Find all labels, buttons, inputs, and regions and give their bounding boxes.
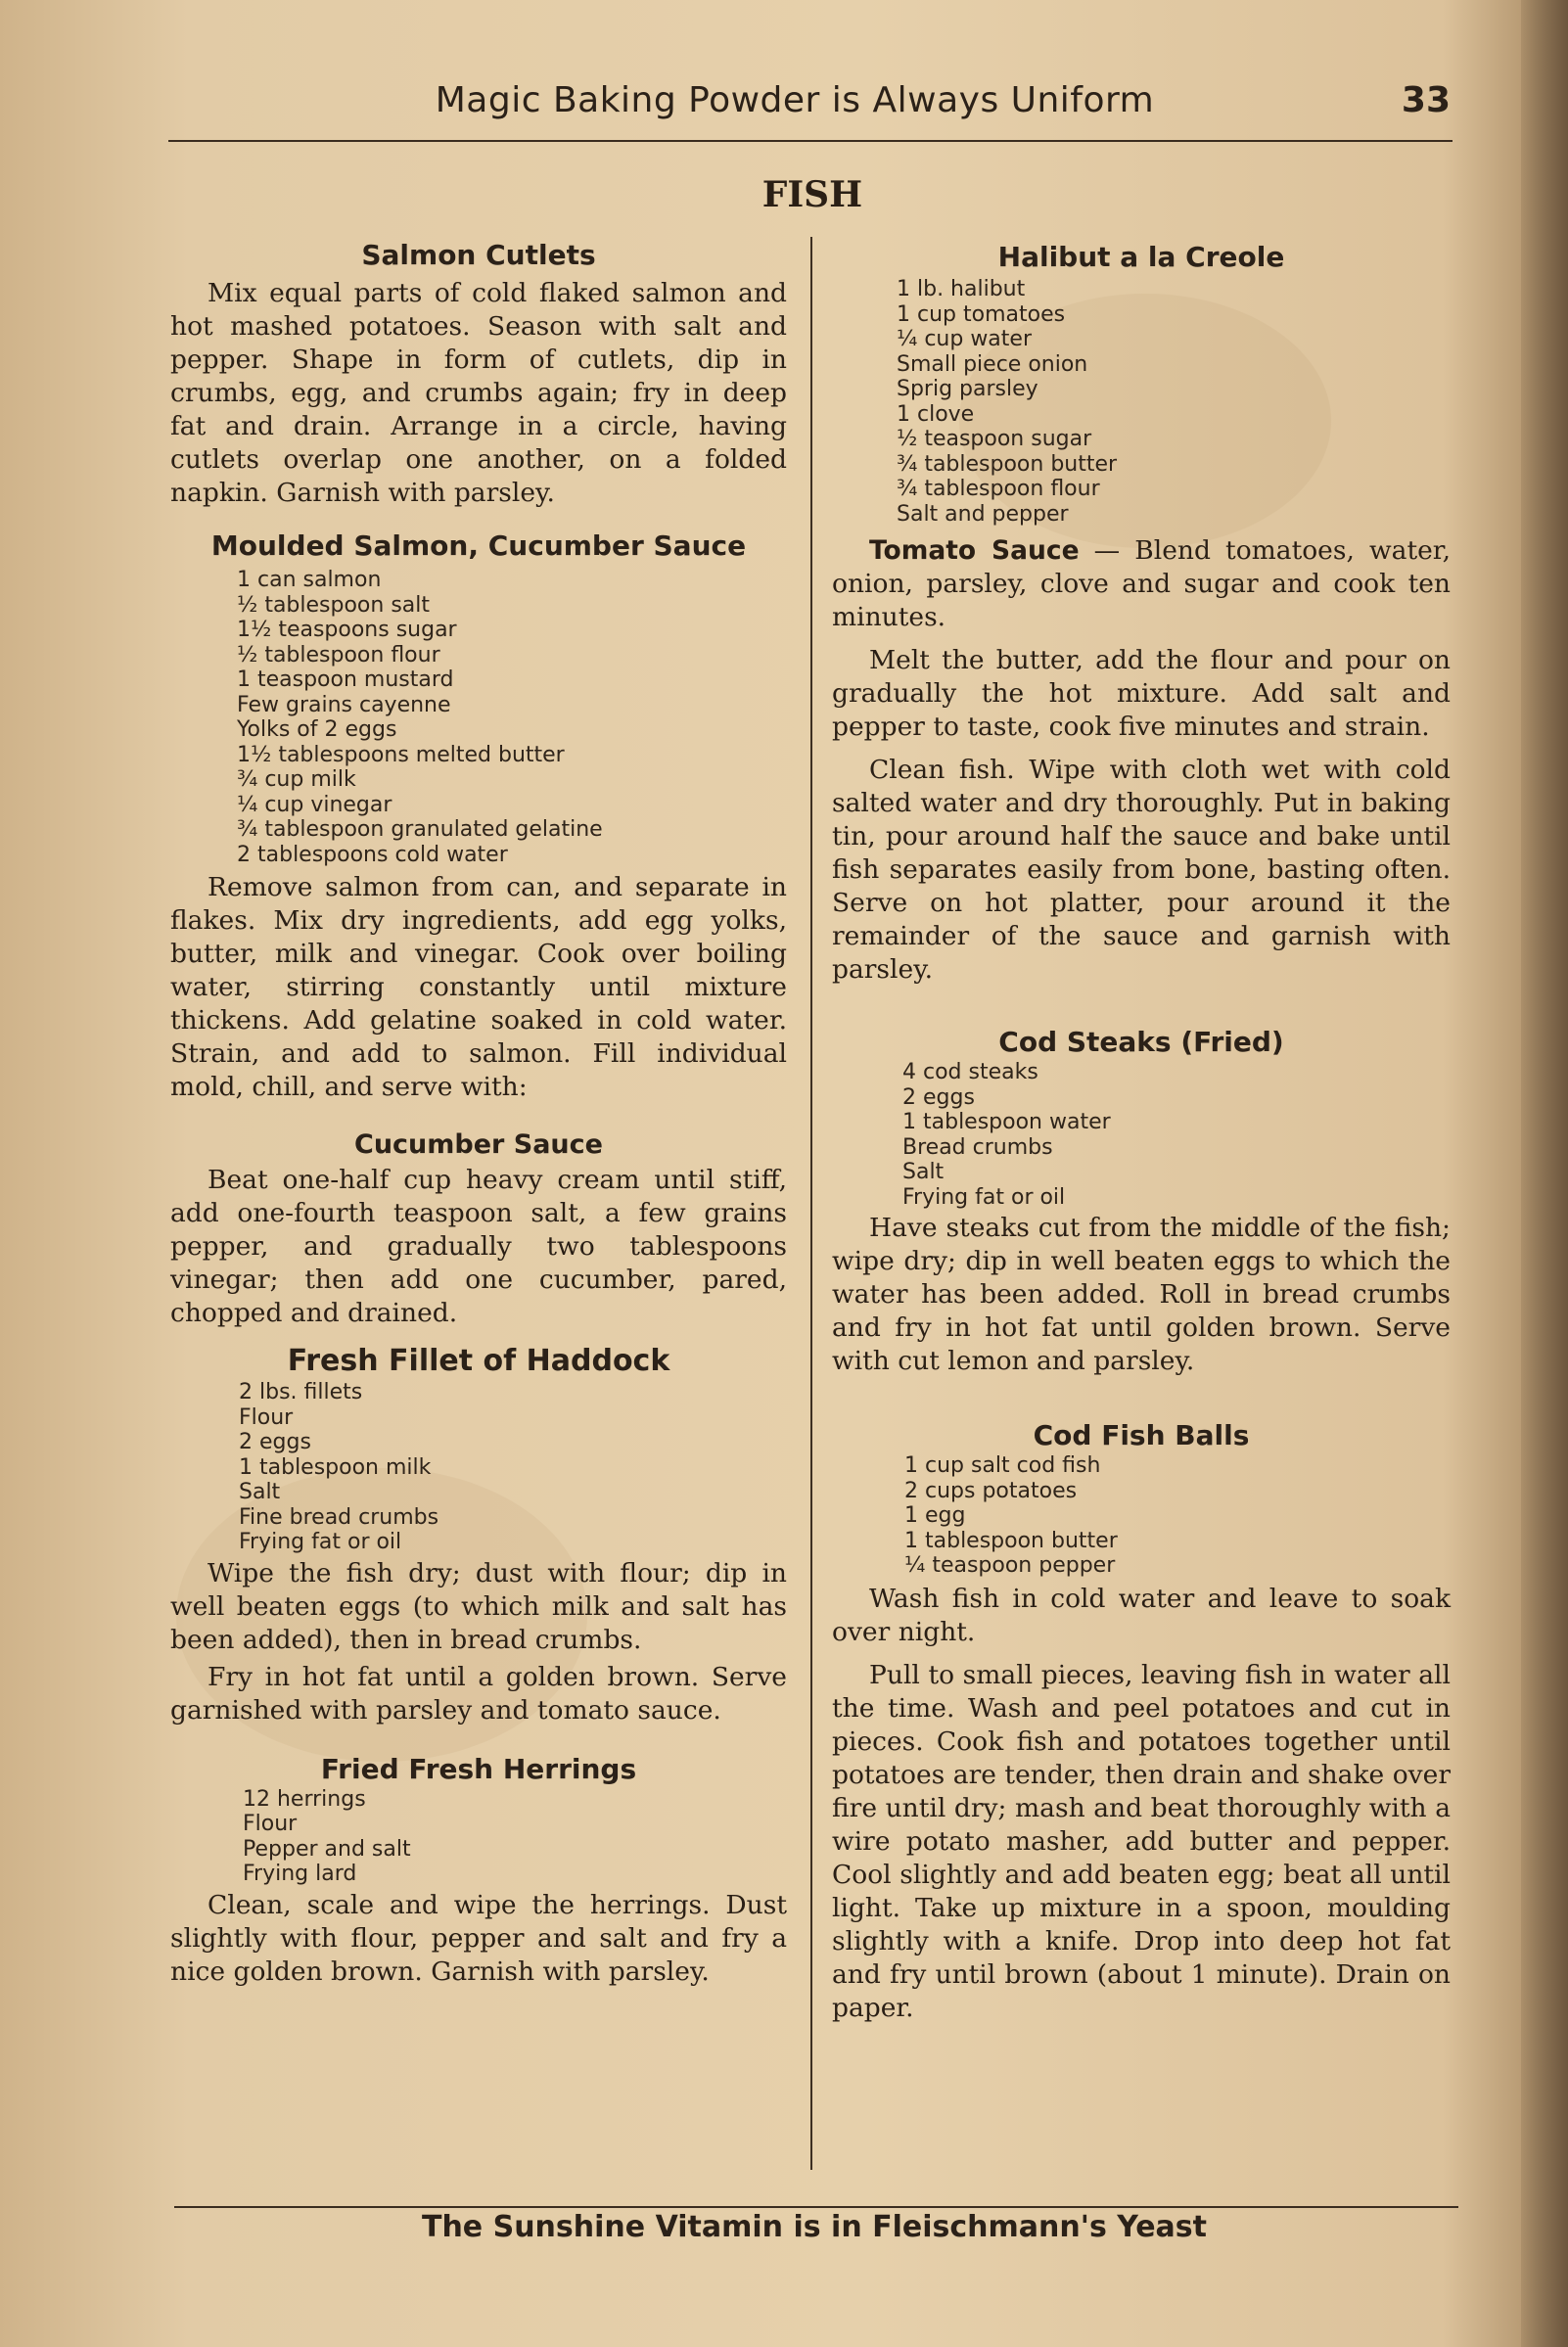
ingredient-item: Frying fat or oil [239, 1530, 402, 1554]
ingredient-list [170, 568, 787, 867]
recipe-haddock [170, 1344, 787, 1727]
ingredient-item: ¾ tablespoon butter [897, 451, 1118, 477]
recipe-salmon-cutlets [170, 239, 787, 510]
ingredient-item: 1 teaspoon mustard [237, 667, 454, 692]
ingredient-item: Flour [239, 1404, 294, 1430]
tomato-sauce-label: Tomato Sauce [869, 535, 1080, 566]
footer-rule [174, 2206, 1458, 2208]
ingredient-item: 2 tablespoons cold water [237, 842, 508, 867]
recipe-title: Cod Steaks (Fried) [998, 1026, 1284, 1058]
ingredient-list [170, 1380, 787, 1555]
recipe-cod-steaks [832, 1026, 1451, 1378]
recipe-title: Moulded Salmon, Cucumber Sauce [210, 529, 747, 562]
ingredient-item: ¼ cup water [897, 327, 1032, 351]
ingredient-item: ½ tablespoon salt [237, 592, 431, 618]
ingredient-item: 1 tablespoon butter [904, 1528, 1118, 1553]
ingredient-item: ¼ teaspoon pepper [904, 1553, 1116, 1578]
ingredient-item: 12 herrings [243, 1786, 366, 1812]
left-column [170, 235, 787, 1989]
header-title: Magic Baking Powder is Always Uniform [435, 80, 1155, 120]
recipe-directions: Clean, scale and wipe the herrings. Dust slightly with flour, pepper and salt and fry a nice golden brown. Garnish with parsley. [170, 1889, 787, 1987]
recipe-title: Fresh Fillet of Haddock [287, 1344, 670, 1378]
ingredient-item: ¼ cup vinegar [237, 792, 392, 817]
ingredient-item: ½ teaspoon sugar [897, 427, 1092, 451]
ingredient-item: 1 tablespoon milk [239, 1454, 432, 1480]
ingredient-item: ½ tablespoon flour [237, 642, 440, 667]
ingredient-item: 1 cup tomatoes [897, 301, 1066, 327]
ingredient-list [832, 1453, 1451, 1579]
recipe-cucumber-sauce [170, 1129, 787, 1330]
ingredient-item: 1 lb. halibut [897, 277, 1026, 301]
ingredient-item: 4 cod steaks [902, 1060, 1038, 1084]
recipe-directions: Pull to small pieces, leaving fish in water all the time. Wash and peel potatoes and cut in pieces. Cook fish and potatoes together until potatoes are tender, then drain and shake over fire until dry; mash and beat thoroughly with a wire potato masher, add butter and pepper. Cool slightly and add beaten egg; beat all until light. Take up mixture in a spoon, moulding slightly with a knife. Drop into deep hot fat and fry until brown (about 1 minute). Drain on paper. [832, 1659, 1451, 2023]
ingredient-item: 1 cup salt cod fish [904, 1453, 1101, 1478]
page-spine-shadow [1521, 0, 1568, 2347]
ingredient-item: Yolks of 2 eggs [237, 717, 397, 742]
ingredient-list [832, 277, 1451, 527]
ingredient-item: 1 clove [897, 401, 975, 427]
ingredient-item: ¾ tablespoon granulated gelatine [237, 817, 603, 842]
right-column [832, 235, 1451, 2025]
footer-text: The Sunshine Vitamin is in Fleischmann's Yeast [421, 2210, 1208, 2244]
recipe-cod-fish-balls [832, 1419, 1451, 2025]
ingredient-item: Pepper and salt [243, 1836, 411, 1862]
ingredient-item: Flour [243, 1812, 298, 1836]
recipe-directions: Wash fish in cold water and leave to soak over night. [832, 1583, 1451, 1647]
page-number: 33 [1401, 80, 1451, 120]
header-rule [168, 140, 1453, 142]
recipe-directions: Clean fish. Wipe with cloth wet with cold salted water and dry thoroughly. Put in baking tin, pour around half the sauce and bake until fish separates easily from bone, basting often. Serve on hot platter, pour around it the remainder of the sauce and garnish with parsley. [832, 755, 1451, 985]
ingredient-item: 1½ tablespoons melted butter [237, 742, 565, 767]
ingredient-item: Frying fat or oil [902, 1184, 1066, 1210]
recipe-title: Cucumber Sauce [354, 1129, 603, 1160]
recipe-title: Fried Fresh Herrings [320, 1752, 637, 1785]
tomato-sauce-text: — Blend tomatoes, water, onion, parsley, clove and sugar and cook ten minutes. [832, 535, 1451, 632]
ingredient-item: Salt and pepper [897, 501, 1069, 527]
recipe-title: Halibut a la Creole [997, 241, 1285, 273]
ingredient-item: 1 tablespoon water [902, 1110, 1111, 1134]
ingredient-item: Bread crumbs [902, 1134, 1053, 1160]
recipe-herrings [170, 1753, 787, 1989]
recipe-directions: Have steaks cut from the middle of the fish; wipe dry; dip in well beaten eggs to which the water has been added. Roll in bread crumbs and fry in hot fat until golden brown. Serve with cut lemon and parsley. [832, 1213, 1451, 1376]
ingredient-item: Salt [239, 1480, 281, 1504]
ingredient-item: Few grains cayenne [237, 692, 451, 717]
ingredient-item: 1 egg [904, 1503, 966, 1528]
ingredient-item: 2 eggs [902, 1084, 975, 1110]
section-title: FISH [761, 174, 863, 215]
running-header [168, 80, 1451, 139]
ingredient-item: 2 cups potatoes [904, 1478, 1078, 1503]
recipe-moulded-salmon [170, 529, 787, 1104]
ingredient-item: 2 eggs [239, 1430, 311, 1454]
ingredient-item: 1½ teaspoons sugar [237, 618, 457, 642]
recipe-directions: Beat one-half cup heavy cream until stiff, add one-fourth teaspoon salt, a few grains pepper, and gradually two tablespoons vinegar; then add one cucumber, pared, chopped and drained. [170, 1165, 787, 1328]
ingredient-item: 2 lbs. fillets [239, 1380, 363, 1404]
ingredient-list [170, 1787, 787, 1887]
ingredient-item: ¾ cup milk [237, 767, 356, 792]
ingredient-item: Frying lard [243, 1862, 357, 1886]
recipe-directions: Mix equal parts of cold flaked salmon and hot mashed potatoes. Season with salt and pepper. Shape in form of cutlets, dip in crumbs, egg, and crumbs again; fry in deep fat and drain. Arrange in a circle, having cutlets overlap one another, on a folded napkin. Garnish with parsley. [170, 278, 787, 508]
ingredient-item: Fine bread crumbs [239, 1504, 439, 1530]
ingredient-item: Small piece onion [897, 351, 1088, 377]
recipe-title: Cod Fish Balls [1033, 1419, 1250, 1451]
recipe-directions: Remove salmon from can, and separate in flakes. Mix dry ingredients, add egg yolks, butter, milk and vinegar. Cook over boiling water, stirring constantly until mixture thickens. Add gelatine soaked in cold water. Strain, and add to salmon. Fill individual mold, chill, and serve with: [170, 872, 787, 1102]
ingredient-list [832, 1060, 1451, 1210]
recipe-halibut [832, 241, 1451, 987]
ingredient-item: ¾ tablespoon flour [897, 477, 1100, 501]
recipe-title: Salmon Cutlets [361, 239, 596, 271]
recipe-directions: Wipe the fish dry; dust with flour; dip in well beaten eggs (to which milk and salt has been added), then in bread crumbs. [170, 1557, 787, 1655]
recipe-directions: Melt the butter, add the flour and pour on gradually the hot mixture. Add salt and pepper to taste, cook five minutes and strain. [832, 645, 1451, 742]
ingredient-item: 1 can salmon [237, 568, 382, 592]
recipe-directions [832, 534, 1451, 634]
ingredient-item: Sprig parsley [897, 377, 1038, 401]
ingredient-item: Salt [902, 1160, 945, 1184]
recipe-directions: Fry in hot fat until a golden brown. Serve garnished with parsley and tomato sauce. [170, 1661, 787, 1726]
column-divider [810, 237, 812, 2170]
